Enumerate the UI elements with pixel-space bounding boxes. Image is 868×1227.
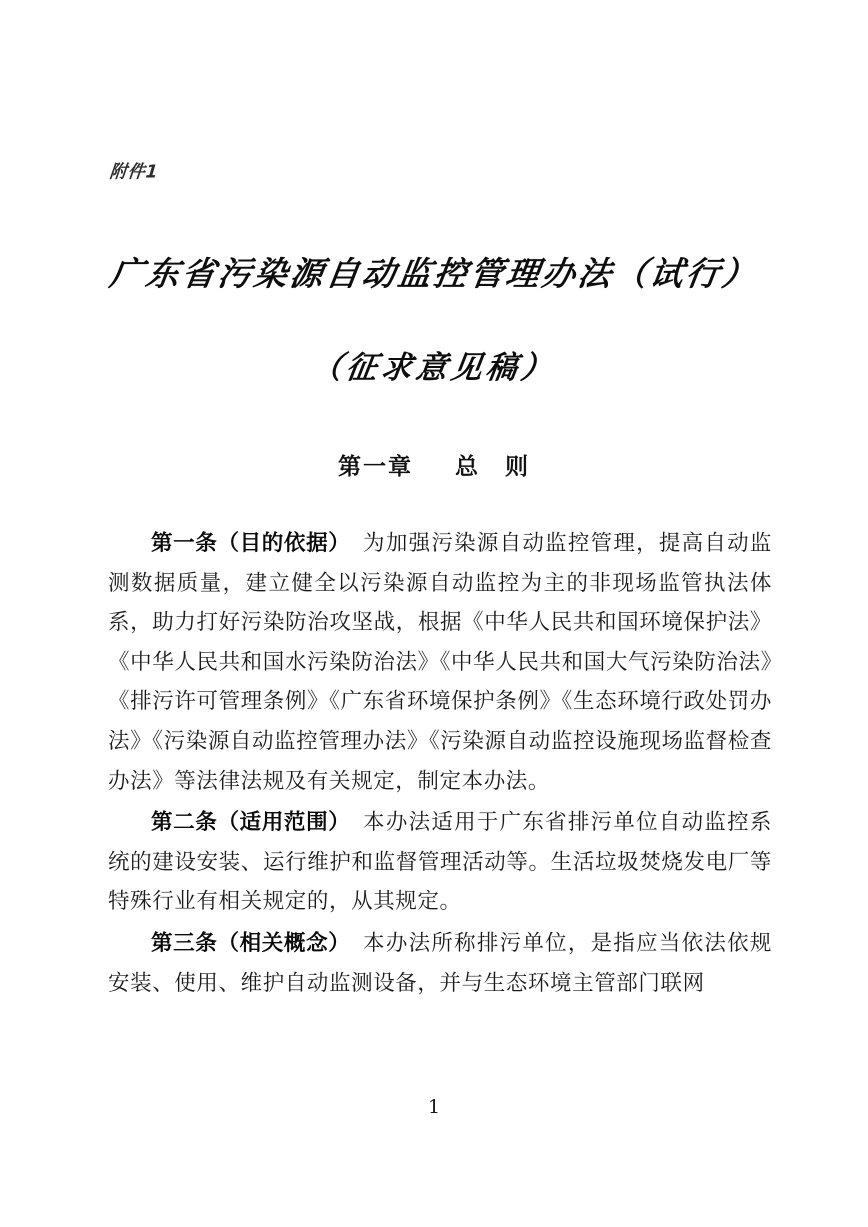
article-text-1: 为加强污染源自动监控管理，提高自动监测数据质量，建立健全以污染源自动监控为主的非现场监管执法体系，助力打好污染防治攻坚战，根据《中华人民共和国环境保护法》《中华人民共和国水污染防治法》《中华人民共和国大气污染防治法》《排污许可管理条例》《广东省环境保护条例》《生态环境行政处罚办法》《污染源自动监控管理办法》《污染源自动监控设施现场监督检查办法》等法律法规及有关规定，制定本办法。 [108, 531, 772, 794]
page-number: 1 [427, 1096, 441, 1118]
attachment-label: 附件1 [108, 161, 160, 183]
chapter-name: 总 则 [455, 454, 531, 480]
document-title: 广东省污染源自动监控管理办法（试行） [107, 254, 761, 293]
title-block [0, 252, 868, 387]
chapter-heading [0, 448, 868, 481]
article-paragraph [108, 524, 772, 801]
article-text-2: 本办法适用于广东省排污单位自动监控系统的建设安装、运行维护和监督管理活动等。生活垃圾焚烧发电厂等特殊行业有相关规定的，从其规定。 [108, 810, 772, 915]
article-heading-3: 第三条（相关概念） [151, 930, 351, 956]
document-subtitle: （征求意见稿） [308, 349, 559, 386]
document-body [108, 524, 772, 1005]
article-paragraph [108, 803, 772, 922]
article-heading-1: 第一条（目的依据） [151, 531, 351, 556]
article-text-3: 本办法所称排污单位，是指应当依法依规安装、使用、维护自动监测设备，并与生态环境主管部门联网 [108, 930, 772, 996]
article-paragraph [108, 924, 772, 1003]
article-heading-2: 第二条（适用范围） [151, 810, 351, 836]
chapter-number: 第一章 [337, 454, 413, 480]
